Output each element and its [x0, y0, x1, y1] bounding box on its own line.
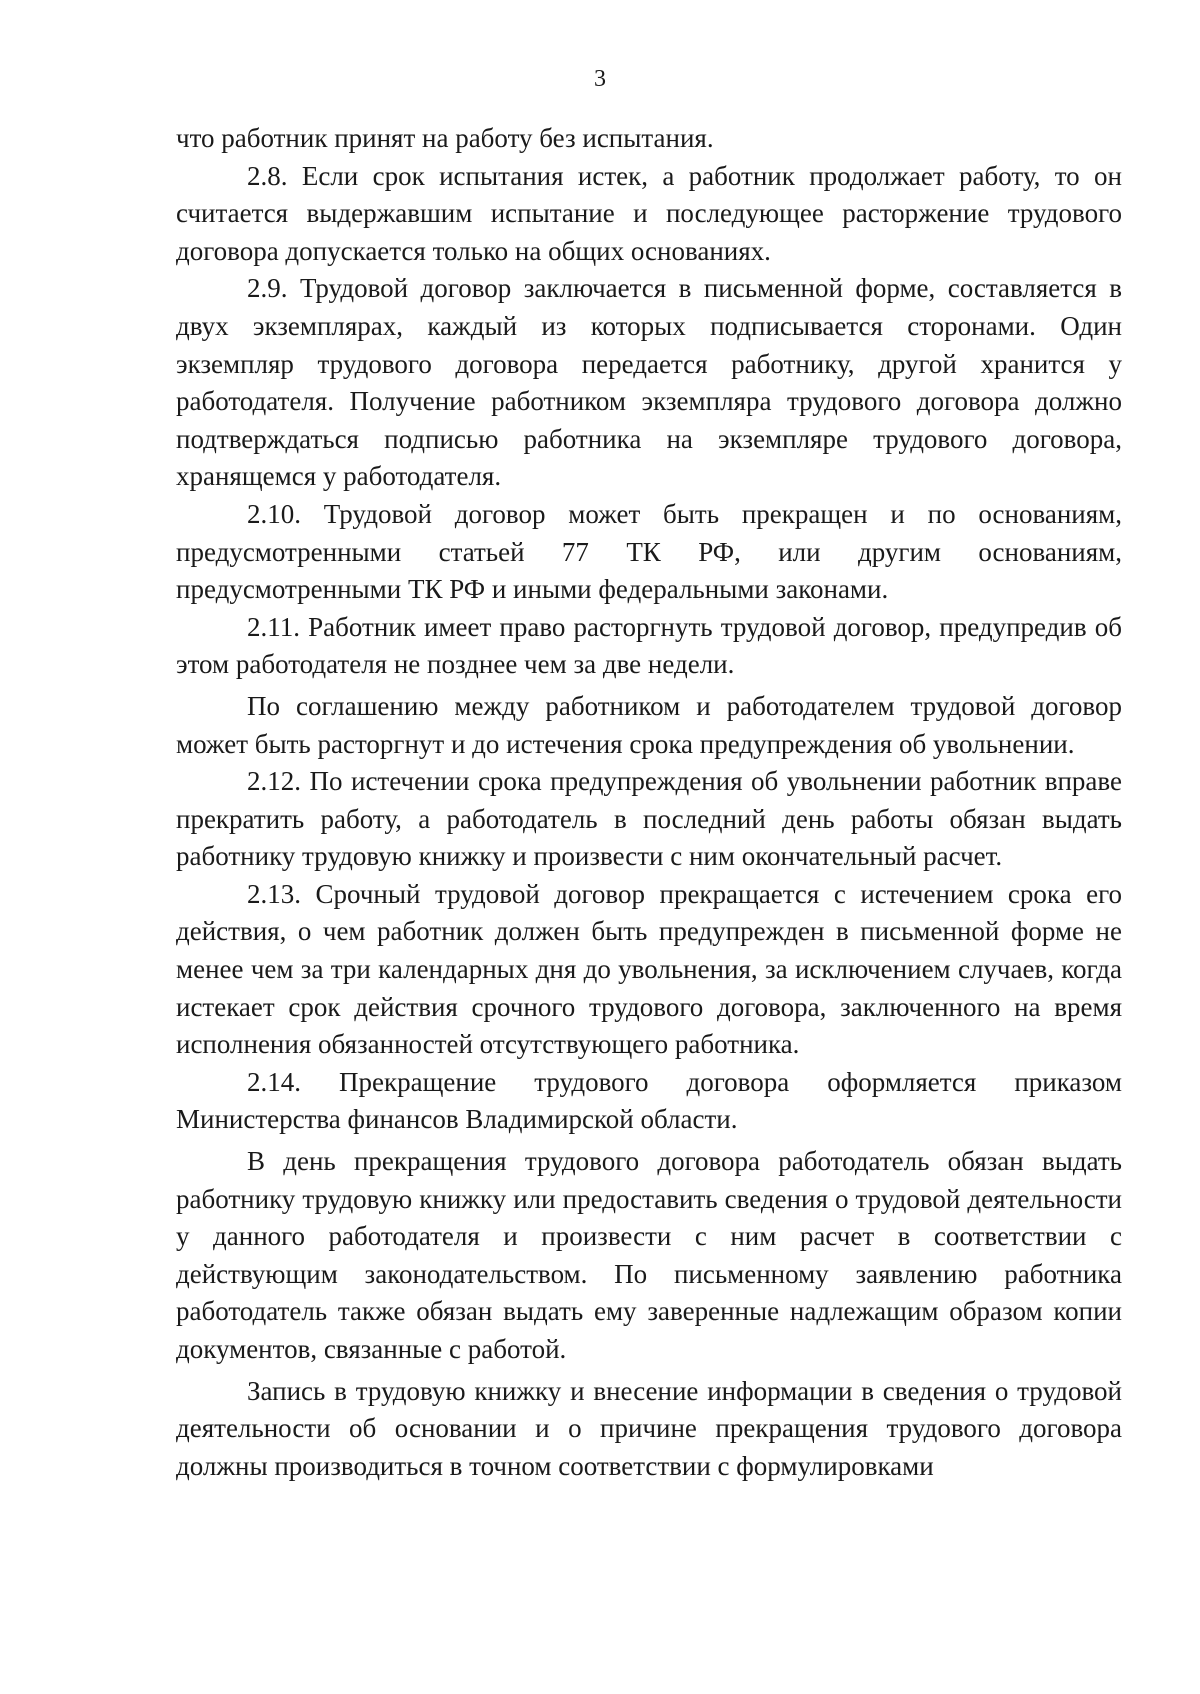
paragraph-2-10: 2.10. Трудовой договор может быть прекращен и по основаниям, предусмотренными статьей 77 ТК РФ, или другим основаниям, предусмотренными ТК РФ и иными федеральными законами.	[176, 498, 1122, 605]
paragraph-2-14-settlement: В день прекращения трудового договора работодатель обязан выдать работнику трудовую книжку или предоставить сведения о трудовой деятельности у данного работодателя и произвести с ним расчет в соответствии с действующим законодательством. По письменному заявлению работника работодатель также обязан выдать ему заверенные надлежащим образом копии документов, связанные с работой.	[176, 1146, 1122, 1364]
page-number: 3	[594, 66, 606, 92]
paragraph-continuation: что работник принят на работу без испытания.	[176, 123, 714, 153]
document-body	[176, 120, 1122, 1485]
paragraph-2-14: 2.14. Прекращение трудового договора оформляется приказом Министерства финансов Владимирской области.	[176, 1066, 1122, 1135]
paragraph-2-13: 2.13. Срочный трудовой договор прекращается с истечением срока его действия, о чем работник должен быть предупрежден в письменной форме не менее чем за три календарных дня до увольнения, за исключением случаев, когда истекает срок действия срочного трудового договора, заключенного на время исполнения обязанностей отсутствующего работника.	[176, 878, 1122, 1060]
paragraph-2-12: 2.12. По истечении срока предупреждения об увольнении работник вправе прекратить работу, а работодатель в последний день работы обязан выдать работнику трудовую книжку и произвести с ним окончательный расчет.	[176, 766, 1122, 872]
paragraph-2-11-agreement: По соглашению между работником и работодателем трудовой договор может быть расторгнут и до истечения срока предупреждения об увольнении.	[176, 690, 1122, 759]
paragraph-2-8: 2.8. Если срок испытания истек, а работник продолжает работу, то он считается выдержавшим испытание и последующее расторжение трудового договора допускается только на общих основаниях.	[176, 160, 1122, 266]
paragraph-2-9: 2.9. Трудовой договор заключается в письменной форме, составляется в двух экземплярах, каждый из которых подписывается сторонами. Один экземпляр трудового договора передается работнику, другой хранится у работодателя. Получение работником экземпляра трудового договора должно подтверждаться подписью работника на экземпляре трудового договора, хранящемся у работодателя.	[176, 273, 1122, 492]
paragraph-2-14-record: Запись в трудовую книжку и внесение информации в сведения о трудовой деятельности об основании и о причине прекращения трудового договора должны производиться в точном соответствии с формулировками	[176, 1375, 1122, 1481]
paragraph-2-11: 2.11. Работник имеет право расторгнуть трудовой договор, предупредив об этом работодателя не позднее чем за две недели.	[176, 611, 1122, 680]
